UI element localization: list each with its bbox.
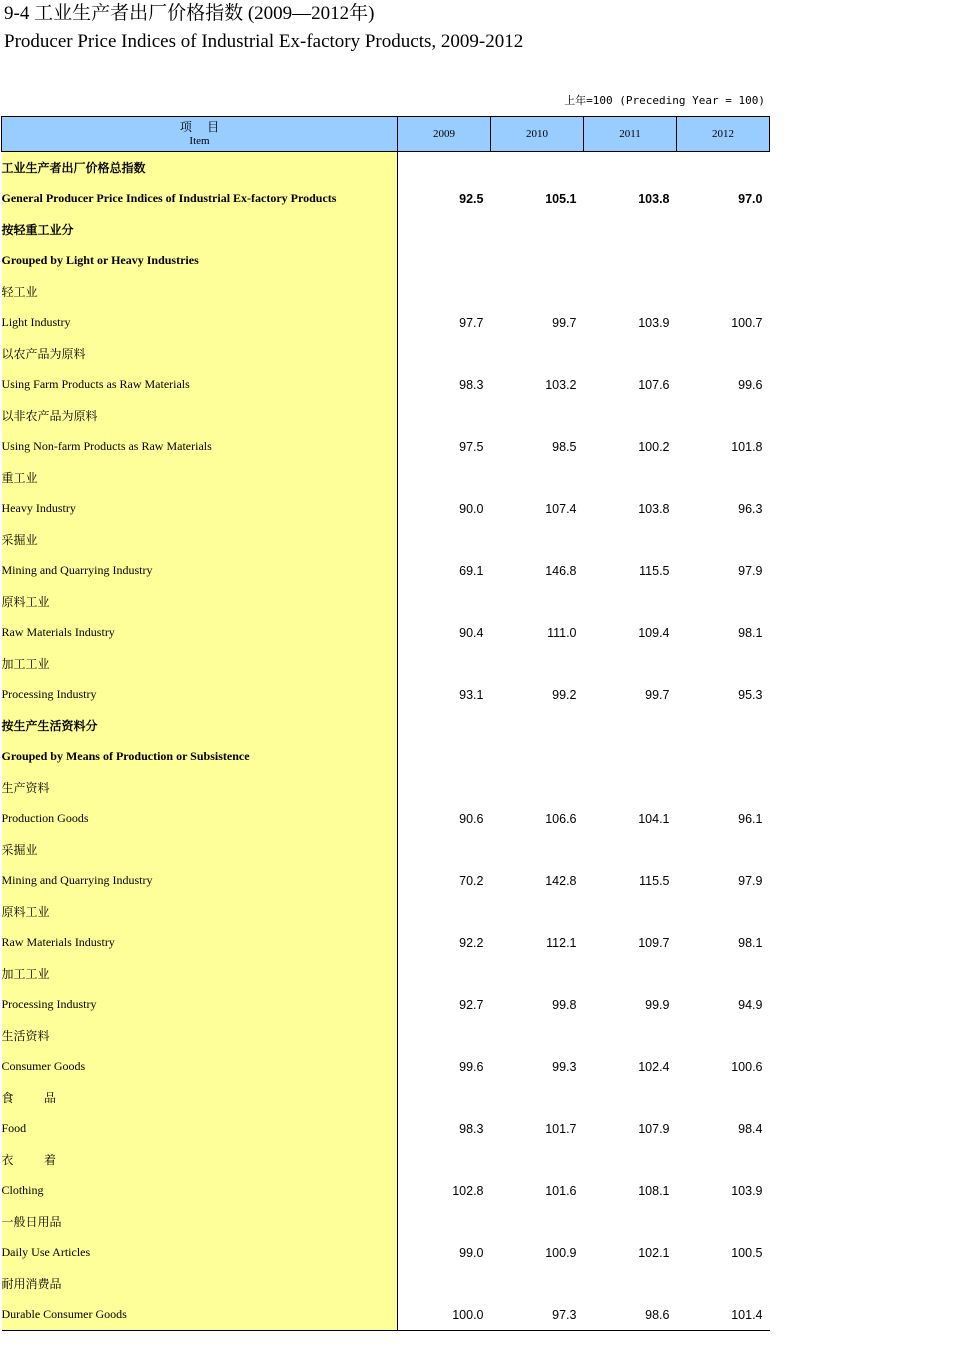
value-cell-2010: 103.2 xyxy=(545,377,577,392)
value-cell-2009: 98.3 xyxy=(459,377,484,392)
value-cell-2011 xyxy=(584,1020,677,1051)
value-cell-2011 xyxy=(584,586,677,617)
table-row xyxy=(2,1299,770,1331)
table-row xyxy=(2,1175,770,1206)
value-cell-2011: 115.5 xyxy=(639,563,670,578)
title-english: Producer Price Indices of Industrial Ex-factory Products, 2009-2012 xyxy=(4,31,524,52)
value-cell-2010 xyxy=(491,1268,584,1299)
table-row xyxy=(2,586,770,617)
value-cell-2011 xyxy=(584,958,677,989)
value-cell-2011 xyxy=(584,462,677,493)
value-cell-2012 xyxy=(677,958,770,989)
value-cell-2009: 92.7 xyxy=(459,997,484,1012)
header-item-cn: 项 目 xyxy=(179,120,220,134)
value-cell-2012 xyxy=(677,1082,770,1113)
table-row xyxy=(2,1113,770,1144)
value-cell-2009 xyxy=(398,1268,491,1299)
value-cell-2012: 100.6 xyxy=(731,1059,763,1074)
value-cell-2010 xyxy=(491,834,584,865)
header-year-2009: 2009 xyxy=(398,117,491,152)
row-label: 以农产品为原料 xyxy=(2,338,398,369)
row-label: Durable Consumer Goods xyxy=(2,1299,398,1331)
row-label: 生产资料 xyxy=(2,772,398,803)
value-cell-2012 xyxy=(677,710,770,741)
value-cell-2012: 97.0 xyxy=(738,191,763,206)
value-cell-2009: 92.5 xyxy=(459,191,484,206)
value-cell-2009 xyxy=(398,338,491,369)
table-row xyxy=(2,617,770,648)
table-row xyxy=(2,958,770,989)
value-cell-2011 xyxy=(584,214,677,245)
value-cell-2012 xyxy=(677,152,770,184)
table-row xyxy=(2,989,770,1020)
value-cell-2010 xyxy=(491,245,584,276)
value-cell-2012: 100.7 xyxy=(731,315,763,330)
row-label: 原料工业 xyxy=(2,586,398,617)
table-row xyxy=(2,183,770,214)
row-label: 按生产生活资料分 xyxy=(2,710,398,741)
value-cell-2011 xyxy=(584,1144,677,1175)
table-row xyxy=(2,803,770,834)
value-cell-2012 xyxy=(677,1268,770,1299)
header-item xyxy=(2,117,398,152)
row-label: Using Farm Products as Raw Materials xyxy=(2,369,398,400)
value-cell-2011 xyxy=(584,648,677,679)
row-label: Clothing xyxy=(2,1175,398,1206)
value-cell-2012 xyxy=(677,276,770,307)
header-item-en: Item xyxy=(189,135,210,147)
value-cell-2009: 69.1 xyxy=(459,563,484,578)
value-cell-2012: 100.5 xyxy=(731,1245,763,1260)
value-cell-2009: 100.0 xyxy=(398,1299,491,1331)
value-cell-2011 xyxy=(584,772,677,803)
value-cell-2011 xyxy=(584,1082,677,1113)
value-cell-2011 xyxy=(584,710,677,741)
table-row xyxy=(2,214,770,245)
value-cell-2012: 98.4 xyxy=(738,1121,763,1136)
value-cell-2009: 99.0 xyxy=(459,1245,484,1260)
value-cell-2010: 99.8 xyxy=(552,997,577,1012)
row-label: 采掘业 xyxy=(2,834,398,865)
value-cell-2011: 109.7 xyxy=(638,935,670,950)
value-cell-2012 xyxy=(677,338,770,369)
value-cell-2009: 90.0 xyxy=(459,501,484,516)
value-cell-2011: 103.9 xyxy=(638,315,670,330)
value-cell-2009 xyxy=(398,245,491,276)
table-row xyxy=(2,152,770,184)
value-cell-2010: 99.7 xyxy=(552,315,577,330)
value-cell-2009 xyxy=(398,276,491,307)
value-cell-2011: 103.8 xyxy=(638,191,670,206)
row-label: 耐用消费品 xyxy=(2,1268,398,1299)
value-cell-2012 xyxy=(677,245,770,276)
table-row xyxy=(2,679,770,710)
value-cell-2009: 99.6 xyxy=(459,1059,484,1074)
table-row xyxy=(2,369,770,400)
value-cell-2011 xyxy=(584,524,677,555)
title-chinese: 9-4 工业生产者出厂价格指数 (2009—2012年) xyxy=(4,3,375,24)
value-cell-2010: 112.1 xyxy=(546,935,577,950)
value-cell-2010 xyxy=(491,1020,584,1051)
row-label: Using Non-farm Products as Raw Materials xyxy=(2,431,398,462)
value-cell-2009 xyxy=(398,586,491,617)
value-cell-2011 xyxy=(584,338,677,369)
value-cell-2009 xyxy=(398,400,491,431)
value-cell-2012 xyxy=(677,1144,770,1175)
row-label: 加工工业 xyxy=(2,648,398,679)
row-label: 按轻重工业分 xyxy=(2,214,398,245)
value-cell-2009: 90.4 xyxy=(459,625,484,640)
table-row xyxy=(2,927,770,958)
row-label: 原料工业 xyxy=(2,896,398,927)
value-cell-2011: 103.8 xyxy=(638,501,670,516)
table-row xyxy=(2,400,770,431)
value-cell-2009 xyxy=(398,896,491,927)
value-cell-2012 xyxy=(677,1206,770,1237)
row-label: Processing Industry xyxy=(2,679,398,710)
value-cell-2011 xyxy=(584,1268,677,1299)
value-cell-2011: 100.2 xyxy=(638,439,670,454)
row-label: Production Goods xyxy=(2,803,398,834)
value-cell-2009 xyxy=(398,772,491,803)
value-cell-2010 xyxy=(491,462,584,493)
table-row xyxy=(2,524,770,555)
table-row xyxy=(2,1206,770,1237)
table-row xyxy=(2,555,770,586)
unit-note: 上年=100 (Preceding Year = 100) xyxy=(564,94,765,107)
value-cell-2012: 97.9 xyxy=(738,873,763,888)
value-cell-2011: 108.1 xyxy=(638,1183,670,1198)
value-cell-2012 xyxy=(677,1020,770,1051)
value-cell-2009: 70.2 xyxy=(459,873,484,888)
value-cell-2009 xyxy=(398,1020,491,1051)
value-cell-2011 xyxy=(584,834,677,865)
value-cell-2011 xyxy=(584,152,677,184)
value-cell-2011 xyxy=(584,1206,677,1237)
value-cell-2012: 101.4 xyxy=(677,1299,770,1331)
value-cell-2012: 103.9 xyxy=(731,1183,763,1198)
row-label: Heavy Industry xyxy=(2,493,398,524)
value-cell-2010 xyxy=(491,400,584,431)
value-cell-2012: 95.3 xyxy=(738,687,763,702)
value-cell-2010 xyxy=(491,152,584,184)
value-cell-2012 xyxy=(677,648,770,679)
value-cell-2012: 94.9 xyxy=(738,997,763,1012)
value-cell-2012: 101.8 xyxy=(731,439,763,454)
value-cell-2012 xyxy=(677,524,770,555)
value-cell-2010 xyxy=(491,1082,584,1113)
value-cell-2012 xyxy=(677,772,770,803)
value-cell-2009 xyxy=(398,1144,491,1175)
row-label: 一般日用品 xyxy=(2,1206,398,1237)
value-cell-2011 xyxy=(584,896,677,927)
value-cell-2012 xyxy=(677,586,770,617)
value-cell-2010 xyxy=(491,741,584,772)
value-cell-2009 xyxy=(398,524,491,555)
value-cell-2011: 104.1 xyxy=(638,811,670,826)
value-cell-2010: 98.5 xyxy=(552,439,577,454)
table-row xyxy=(2,741,770,772)
value-cell-2009 xyxy=(398,741,491,772)
value-cell-2010 xyxy=(491,710,584,741)
header-row xyxy=(2,117,770,152)
value-cell-2010 xyxy=(491,276,584,307)
value-cell-2010: 111.0 xyxy=(547,625,577,640)
row-label: Light Industry xyxy=(2,307,398,338)
value-cell-2010: 142.8 xyxy=(545,873,577,888)
value-cell-2011: 107.6 xyxy=(638,377,670,392)
row-label: Grouped by Light or Heavy Industries xyxy=(2,245,398,276)
value-cell-2010 xyxy=(491,524,584,555)
value-cell-2011 xyxy=(584,276,677,307)
value-cell-2011: 115.5 xyxy=(639,873,670,888)
value-cell-2009 xyxy=(398,214,491,245)
table-row xyxy=(2,865,770,896)
row-label: 食 品 xyxy=(2,1082,398,1113)
value-cell-2010: 101.6 xyxy=(545,1183,577,1198)
table-row xyxy=(2,896,770,927)
table-row xyxy=(2,648,770,679)
row-label: Consumer Goods xyxy=(2,1051,398,1082)
table-row xyxy=(2,1020,770,1051)
value-cell-2010: 105.1 xyxy=(545,191,577,206)
value-cell-2010: 99.3 xyxy=(552,1059,577,1074)
value-cell-2011: 99.7 xyxy=(645,687,670,702)
value-cell-2010: 107.4 xyxy=(545,501,577,516)
value-cell-2011: 102.1 xyxy=(638,1245,670,1260)
row-label: Food xyxy=(2,1113,398,1144)
value-cell-2011: 98.6 xyxy=(584,1299,677,1331)
value-cell-2009: 93.1 xyxy=(459,687,484,702)
table-row xyxy=(2,307,770,338)
row-label: Processing Industry xyxy=(2,989,398,1020)
value-cell-2012: 99.6 xyxy=(738,377,763,392)
value-cell-2010 xyxy=(491,338,584,369)
value-cell-2009 xyxy=(398,648,491,679)
value-cell-2009: 90.6 xyxy=(459,811,484,826)
header-year-2012: 2012 xyxy=(677,117,770,152)
value-cell-2011 xyxy=(584,741,677,772)
table-row xyxy=(2,245,770,276)
value-cell-2010 xyxy=(491,896,584,927)
value-cell-2012 xyxy=(677,400,770,431)
value-cell-2012 xyxy=(677,896,770,927)
value-cell-2010 xyxy=(491,214,584,245)
value-cell-2010: 146.8 xyxy=(545,563,577,578)
table-row xyxy=(2,1082,770,1113)
row-label: Raw Materials Industry xyxy=(2,617,398,648)
row-label: Mining and Quarrying Industry xyxy=(2,555,398,586)
table-row xyxy=(2,431,770,462)
table-row xyxy=(2,1051,770,1082)
row-label: 采掘业 xyxy=(2,524,398,555)
table-row xyxy=(2,1144,770,1175)
value-cell-2010: 101.7 xyxy=(545,1121,577,1136)
table-body xyxy=(2,152,770,1331)
value-cell-2009: 92.2 xyxy=(459,935,484,950)
table-row xyxy=(2,338,770,369)
value-cell-2010: 99.2 xyxy=(552,687,577,702)
value-cell-2010 xyxy=(491,648,584,679)
header-year-2011: 2011 xyxy=(584,117,677,152)
table-row xyxy=(2,1237,770,1268)
row-label: 衣 着 xyxy=(2,1144,398,1175)
value-cell-2012: 98.1 xyxy=(738,625,763,640)
value-cell-2009 xyxy=(398,462,491,493)
table-row xyxy=(2,462,770,493)
row-label: General Producer Price Indices of Industrial Ex-factory Products xyxy=(2,183,398,214)
value-cell-2012 xyxy=(677,214,770,245)
value-cell-2009: 98.3 xyxy=(459,1121,484,1136)
value-cell-2010: 97.3 xyxy=(491,1299,584,1331)
row-label: 以非农产品为原料 xyxy=(2,400,398,431)
value-cell-2010: 100.9 xyxy=(545,1245,577,1260)
value-cell-2009: 97.5 xyxy=(459,439,484,454)
value-cell-2012 xyxy=(677,834,770,865)
row-label: 工业生产者出厂价格总指数 xyxy=(2,152,398,184)
value-cell-2009 xyxy=(398,834,491,865)
value-cell-2011: 109.4 xyxy=(638,625,670,640)
row-label: Daily Use Articles xyxy=(2,1237,398,1268)
value-cell-2010 xyxy=(491,772,584,803)
header-year-2010: 2010 xyxy=(491,117,584,152)
table-row xyxy=(2,1268,770,1299)
value-cell-2009 xyxy=(398,710,491,741)
value-cell-2012: 97.9 xyxy=(738,563,763,578)
value-cell-2009: 97.7 xyxy=(459,315,484,330)
value-cell-2012: 98.1 xyxy=(738,935,763,950)
value-cell-2012: 96.1 xyxy=(738,811,763,826)
value-cell-2010 xyxy=(491,958,584,989)
value-cell-2012 xyxy=(677,462,770,493)
price-index-table xyxy=(1,116,770,1331)
row-label: 重工业 xyxy=(2,462,398,493)
value-cell-2009 xyxy=(398,958,491,989)
value-cell-2011: 102.4 xyxy=(638,1059,670,1074)
value-cell-2012 xyxy=(677,741,770,772)
value-cell-2011 xyxy=(584,245,677,276)
row-label: Grouped by Means of Production or Subsistence xyxy=(2,741,398,772)
table-row xyxy=(2,772,770,803)
value-cell-2010: 106.6 xyxy=(545,811,577,826)
row-label: 生活资料 xyxy=(2,1020,398,1051)
table-row xyxy=(2,710,770,741)
value-cell-2009: 102.8 xyxy=(452,1183,484,1198)
value-cell-2010 xyxy=(491,1144,584,1175)
row-label: 加工工业 xyxy=(2,958,398,989)
table-row xyxy=(2,276,770,307)
value-cell-2009 xyxy=(398,1082,491,1113)
value-cell-2011 xyxy=(584,400,677,431)
value-cell-2009 xyxy=(398,1206,491,1237)
value-cell-2009 xyxy=(398,152,491,184)
table-row xyxy=(2,493,770,524)
table-row xyxy=(2,834,770,865)
value-cell-2011: 99.9 xyxy=(645,997,670,1012)
value-cell-2012: 96.3 xyxy=(738,501,763,516)
value-cell-2011: 107.9 xyxy=(638,1121,670,1136)
value-cell-2010 xyxy=(491,586,584,617)
row-label: Mining and Quarrying Industry xyxy=(2,865,398,896)
row-label: 轻工业 xyxy=(2,276,398,307)
value-cell-2010 xyxy=(491,1206,584,1237)
row-label: Raw Materials Industry xyxy=(2,927,398,958)
